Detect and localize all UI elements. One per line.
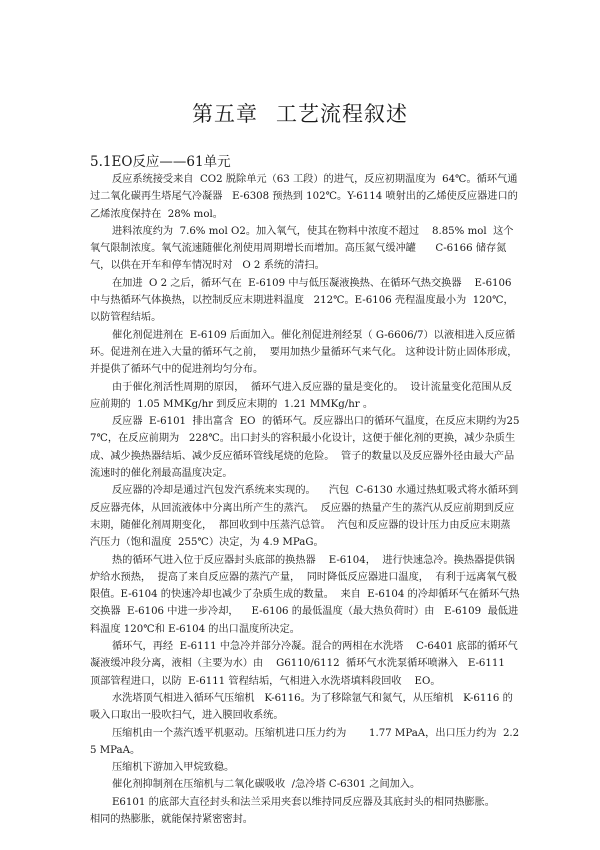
- paragraph: 反应器 E-6101 排出富含 EO 的循环气。反应器出口的循环气温度，在反应末期约为257℃，在反应前期为 228℃。出口封头的容积最小化设计，这便于催化剂的更换，减少杂质生: [90, 416, 520, 445]
- paragraph: 反应器的冷却是通过汽包发汽系统来实现的。 汽包 C-6130 水通过热虹吸式将水循环到反应器壳体，从回流液体中分离出所产生的蒸汽。 反应器的热量产生的蒸汽从反应前期到反应末期，随催化剂周期变化， 都回收到中压蒸汽总管。 汽包和反应器的设计压力由反应末期蒸汽压力（饱和温度 255℃）决定，为 4.9 MPaG。: [90, 485, 519, 549]
- paragraph: 反应系统接受来自 CO2 脱除单元（63 工段）的进气，反应初期温度为 64℃。循环气通过二氧化碳再生塔尾气冷凝器 E-6308 预热到 102℃。Y-6114 喷射出的乙烯使反应器进口的乙烯浓度保持在 28% mol。: [90, 174, 518, 220]
- chapter-name: 工艺流程叙述: [276, 102, 408, 126]
- body-text: [90, 171, 520, 828]
- section-heading: 5.1EO反应——61单元: [90, 154, 231, 170]
- chapter-number: 第五章: [192, 102, 258, 126]
- chapter-title: [0, 98, 600, 128]
- paragraph: 在加进 O 2 之后，循环气在 E-6109 中与低压凝液换热、在循环气热交换器 E-6106 中与热循环气体换热，以控制反应末期进料温度 212℃。E-6106 壳程温度最小为 120℃，以防管程结垢。: [90, 277, 515, 324]
- paragraph: 水洗塔顶气相进入循环气压缩机 K-6116。为了移除氩气和氮气，从压缩机 K-6116 的吸入口取出一股吹扫气，进入膜回收系统。: [90, 692, 513, 722]
- paragraph: 进料浓度约为 7.6% mol O2。加入氧气，使其在物料中浓度不超过 8.85% mol 这个氧气限制浓度。氧气流速随催化剂使用周期增长而增加。高压氮气缓冲罐 C-6166 储存氮气，以供在开车和停车情况时对 O 2 系统的清扫。: [90, 225, 514, 272]
- paragraph: 由于催化剂活性周期的原因， 循环气进入反应器的量是变化的。 设计流量变化范围从反应前期的 1.05 MMKg/hr 到反应末期的 1.21 MMKg/hr 。: [90, 381, 513, 410]
- paragraph: 热的循环气进入位于反应器封头底部的换热器 E-6104， 进行快速急冷。换热器提供锅炉给水预热， 提高了来自反应器的蒸汽产量， 同时降低反应器进口温度， 有利于远离氧气极限值。E-6104 的快速冷却也减少了杂质生成的数量。 来自 E-6104 的冷却循环气在循环气热交换器 E-6106 中进一步冷却， E-6106 的最低温度（最大热负荷时）由 E-6109 最低进料温度 120℃和 E-6104 的出口温度所决定。: [90, 554, 520, 635]
- paragraph: E6101 的底部大直径封头和法兰采用夹套以维持同反应器及其底封头的相同热膨胀。 相同的热膨胀，就能保持紧密密封。: [90, 796, 512, 825]
- paragraph: 压缩机下游加入甲烷致稳。: [112, 762, 235, 774]
- paragraph: 循环气，再经 E-6111 中急冷并部分冷凝。混合的两相在水洗塔 C-6401 底部的循环气凝液缓冲段分离，液相（主要为水）由 G6110/6112 循环气水洗泵循环喷淋入 E-6111 顶部管程进口，以防 E-6111 管程结垢，气相进入水洗塔填料段回收 EO。: [90, 641, 518, 687]
- paragraph: 成、减少换热器结垢、减少反应循环管线尾烧的危险。 管子的数量以及反应器外径由最大产品流速时的催化剂最高温度决定。: [90, 450, 515, 480]
- paragraph: 催化剂抑制剂在压缩机与二氧化碳吸收 /急冷塔 C-6301 之间加入。: [112, 779, 421, 791]
- paragraph: 压缩机由一个蒸汽透平机驱动。压缩机进口压力约为 1.77 MPaA，出口压力约为 2.25 MPaA。: [90, 727, 520, 756]
- paragraph: 催化剂促进剂在 E-6109 后面加入。催化剂促进剂经泵（ G-6606/7）以液相进入反应循环。促进剂在进入大量的循环气之前， 要用加热少量循环气来气化。 这种设计防止固体形成，并提供了循环气中的促进剂均匀分布。: [90, 329, 518, 376]
